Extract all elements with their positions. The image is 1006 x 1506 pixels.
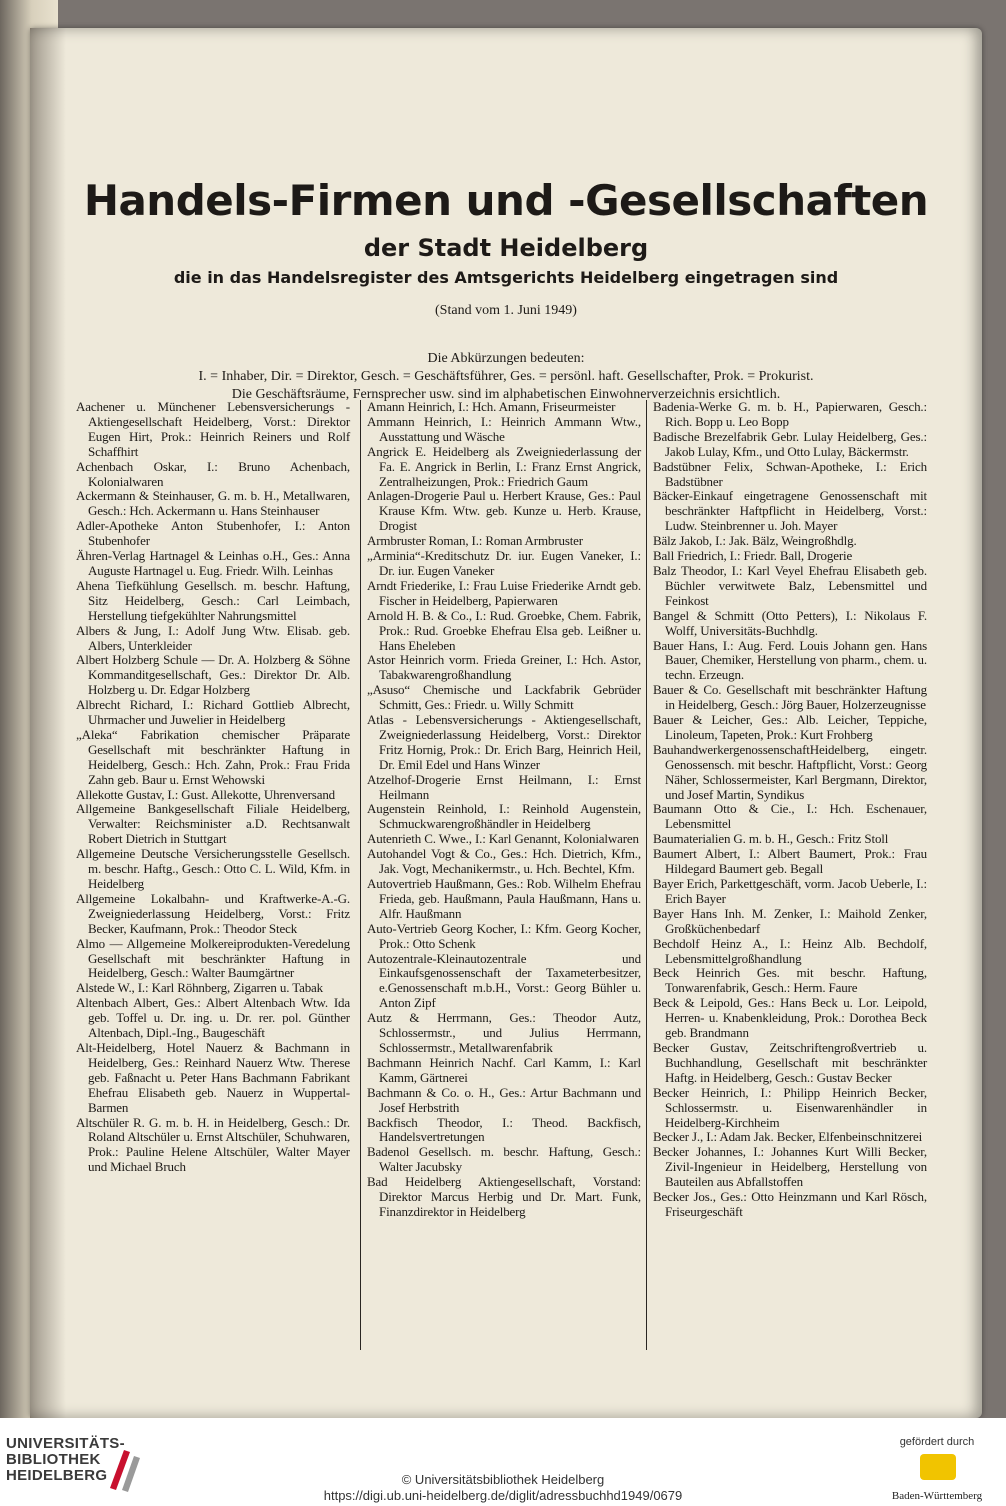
- register-entry: Astor Heinrich vorm. Frieda Greiner, I.: Hch. Astor, Tabakwarengroßhandlung: [367, 652, 641, 683]
- register-entry: Aachener u. Münchener Lebensversicherungs - Aktiengesellschaft Heidelberg, Vorst.: Direktor Eugen Hirt, Prok.: Heinrich Reiners und Rolf Schaffhirt: [76, 399, 350, 459]
- register-entry: Angrick E. Heidelberg als Zweigniederlassung der Fa. E. Angrick in Berlin, I.: Franz Ernst Angrick, Zentralheizungen, Prok.: Friedrich Gaum: [367, 443, 641, 489]
- register-entry: Bad Heidelberg Aktiengesellschaft, Vorstand: Direktor Marcus Herbig und Dr. Mart. Funk, Finanzdirektor in Heidelberg: [367, 1174, 641, 1219]
- date-stand: (Stand vom 1. Juni 1949): [435, 303, 577, 318]
- register-entry: Autovertrieb Haußmann, Ges.: Rob. Wilhelm Ehefrau Frieda, geb. Haußmann, Paula Haußmann, Hans u. Alfr. Haußmann: [367, 876, 641, 921]
- register-entry: Ähren-Verlag Hartnagel & Leinhas o.H., Ges.: Anna Auguste Hartnagel u. Eug. Friedr. Wilh. Leinhas: [76, 548, 350, 578]
- register-entry: Allekotte Gustav, I.: Gust. Allekotte, Uhrenversand: [76, 786, 336, 802]
- register-entry: Becker Heinrich, I.: Philipp Heinrich Becker, Schlossermstr. u. Eisenwarenhändler in Heidelberg-Kirchheim: [653, 1084, 927, 1130]
- abbreviations-heading: Die Abkürzungen bedeuten:: [427, 351, 585, 366]
- register-entry: Badenia-Werke G. m. b. H., Papierwaren, Gesch.: Rich. Bopp u. Leo Bopp: [653, 399, 927, 429]
- register-entry: Allgemeine Bankgesellschaft Filiale Heidelberg, Verwalter: Reichsminister a.D. Rechtsanwalt Robert Dietrich in Stuttgart: [76, 801, 350, 847]
- register-entry: Bechdolf Heinz A., I.: Heinz Alb. Bechdolf, Lebensmittelgroßhandlung: [653, 935, 927, 966]
- sponsor-block: [882, 1436, 992, 1502]
- register-entry: Bauer & Leicher, Ges.: Alb. Leicher, Teppiche, Linoleum, Tapeten, Prok.: Kurt Frohberg: [653, 712, 927, 742]
- register-entry: Altenbach Albert, Ges.: Albert Altenbach Wtw. Ida geb. Toffel u. Dr. ing. u. Dr. rer. pol. Günther Altenbach, Dipl.-Ing., Baugeschäft: [76, 995, 350, 1041]
- register-entry: Alt-Heidelberg, Hotel Nauerz & Bachmann in Heidelberg, Ges.: Reinhard Nauerz Wtw. Therese geb. Faßnacht u. Peter Hans Bachmann Fabrikant Ehefrau Elisabeth geb. Nauerz in Wuppertal-Barmen: [76, 1039, 350, 1115]
- register-entry: Beck Heinrich Ges. mit beschr. Haftung, Tonwarenfabrik, Gesch.: Herm. Faure: [653, 965, 927, 996]
- register-entry: Becker Johannes, I.: Johannes Kurt Willi Becker, Zivil-Ingenieur in Heidelberg, Herstellung von Bauteilen aus Abfallstoffen: [653, 1144, 927, 1190]
- abbreviations-line-1: I. = Inhaber, Dir. = Direktor, Gesch. = Geschäftsführer, Ges. = persönl. haft. Gesellschafter, Prok. = Prokurist.: [198, 369, 814, 384]
- register-entry: Balz Theodor, I.: Karl Veyel Ehefrau Elisabeth geb. Büchler verwitwete Balz, Lebensmittel und Feinkost: [653, 562, 927, 608]
- register-entry: Autenrieth C. Wwe., I.: Karl Genannt, Kolonialwaren: [367, 831, 639, 847]
- register-entry: Albers & Jung, I.: Adolf Jung Wtw. Elisab. geb. Albers, Unterkleider: [76, 622, 350, 653]
- register-entry: Becker Gustav, Zeitschriftengroßvertrieb u. Buchhandlung, Gesellschaft mit beschränkter Haftg. in Heidelberg, Gesch.: Gustav Becker: [653, 1039, 927, 1085]
- register-column-2: [360, 400, 641, 1350]
- sponsor-label: gefördert durch: [899, 1436, 975, 1448]
- register-entry: Amann Heinrich, I.: Hch. Amann, Friseurmeister: [367, 399, 616, 414]
- register-entry: Augenstein Reinhold, I.: Reinhold Augenstein, Schmuckwarengroßhändler in Heidelberg: [367, 801, 641, 832]
- register-entry: Arnold H. B. & Co., I.: Rud. Groebke, Chem. Fabrik, Prok.: Rud. Groebke Ehefrau Elsa geb. Leißner u. Hans Eheleben: [367, 607, 641, 653]
- library-name-line-3: HEIDELBERG: [6, 1467, 108, 1484]
- copyright-text: © Universitätsbibliothek Heidelberg: [401, 1472, 605, 1487]
- register-entry: Baumert Albert, I.: Albert Baumert, Prok.: Frau Hildegard Baumert geb. Begall: [653, 846, 927, 877]
- register-entry: Ball Friedrich, I.: Friedr. Ball, Drogerie: [653, 548, 853, 564]
- register-column-3: [646, 400, 927, 1350]
- register-entry: Autohandel Vogt & Co., Ges.: Hch. Dietrich, Kfm., Jak. Vogt, Mechanikermstr., u. Hch. Bechtel, Kfm.: [367, 846, 641, 877]
- register-entry: Allgemeine Deutsche Versicherungsstelle Gesellsch. m. beschr. Haftg., Gesch.: Otto C. L. Wild, Kfm. in Heidelberg: [76, 846, 350, 891]
- register-entry: Baumaterialien G. m. b. H., Gesch.: Fritz Stoll: [653, 831, 889, 847]
- register-entry: Bayer Erich, Parkettgeschäft, vorm. Jacob Ueberle, I.: Erich Bayer: [653, 876, 927, 906]
- page-subtitle-2: die in das Handelsregister des Amtsgerichts Heidelberg eingetragen sind: [173, 268, 839, 287]
- register-entry: Arndt Friederike, I.: Frau Luise Friederike Arndt geb. Fischer in Heidelberg, Papierwaren: [367, 577, 641, 608]
- source-url[interactable]: https://digi.ub.uni-heidelberg.de/diglit/adressbuchhd1949/0679: [323, 1488, 683, 1503]
- register-entry: Becker J., I.: Adam Jak. Becker, Elfenbeinschnitzerei: [653, 1129, 923, 1145]
- register-entry: Albrecht Richard, I.: Richard Gottlieb Albrecht, Uhrmacher und Juwelier in Heidelberg: [76, 697, 350, 728]
- register-entry: Becker Jos., Ges.: Otto Heinzmann und Karl Rösch, Friseurgeschäft: [653, 1189, 927, 1219]
- register-entry: Bauer Hans, I.: Aug. Ferd. Louis Johann gen. Hans Bauer, Chemiker, Herstellung von pharm., chem. u. techn. Erzeugn.: [653, 637, 927, 683]
- register-entry: Badstübner Felix, Schwan-Apotheke, I.: Erich Badstübner: [653, 458, 927, 489]
- page-title: Handels-Firmen und -Gesellschaften: [83, 176, 929, 225]
- abbreviations-line-2: Die Geschäftsräume, Fernsprecher usw. sind im alphabetischen Einwohnerverzeichnis ersichtlich.: [231, 387, 781, 402]
- register-entry: Bayer Hans Inh. M. Zenker, I.: Maihold Zenker, Großküchenbedarf: [653, 905, 927, 936]
- register-entry: Allgemeine Lokalbahn- und Kraftwerke-A.-G. Zweigniederlassung Heidelberg, Vorst.: Fritz Becker, Kaufmann, Prok.: Theodor Steck: [76, 890, 350, 936]
- register-entry: Baumann Otto & Cie., I.: Hch. Eschenauer, Lebensmittel: [653, 801, 927, 832]
- abbreviations-block: [30, 350, 982, 404]
- register-entry: Auto-Vertrieb Georg Kocher, I.: Kfm. Georg Kocher, Prok.: Otto Schenk: [367, 920, 641, 951]
- register-entry: Albert Holzberg Schule — Dr. A. Holzberg & Söhne Kommanditgesellschaft, Ges.: Direktor Dr. Alb. Holzberg u. Dr. Edgar Holzberg: [76, 652, 350, 698]
- register-entry: BauhandwerkergenossenschaftHeidelberg, eingetr. Genossensch. mit beschr. Haftpflicht, Vorst.: Georg Näher, Schlossermeister, Karl Bergmann, Direktor, und Josef Martin, Syndikus: [653, 741, 927, 802]
- register-entry: Bäcker-Einkauf eingetragene Genossenschaft mit beschränkter Haftpflicht in Heidelberg, Vorst.: Ludw. Steinbrenner u. Joh. Mayer: [653, 488, 927, 534]
- state-seal-icon: [920, 1454, 956, 1480]
- register-entry: Ahena Tiefkühlung Gesellsch. m. beschr. Haftung, Sitz Heidelberg, Gesch.: Carl Leimbach, Herstellung tiefgekühlter Nahrungsmittel: [76, 577, 350, 623]
- register-entry: Armbruster Roman, I.: Roman Armbruster: [367, 533, 583, 549]
- register-entry: Atzelhof-Drogerie Ernst Heilmann, I.: Ernst Heilmann: [367, 771, 641, 802]
- register-entry: Bälz Jakob, I.: Jak. Bälz, Weingroßhdlg.: [653, 533, 857, 549]
- register-entry: Bachmann & Co. o. H., Ges.: Artur Bachmann und Josef Herbstrith: [367, 1084, 641, 1115]
- register-entry: „Asuso“ Chemische und Lackfabrik Gebrüder Schmitt, Ges.: Friedr. u. Willy Schmitt: [367, 682, 641, 713]
- register-entry: Achenbach Oskar, I.: Bruno Achenbach, Kolonialwaren: [76, 458, 350, 489]
- footer: [0, 1418, 1006, 1506]
- register-entry: Anlagen-Drogerie Paul u. Herbert Krause, Ges.: Paul Krause Kfm. Wtw. geb. Kunze u. Herb. Krause, Drogist: [367, 488, 641, 534]
- register-column-1: [76, 400, 350, 1175]
- register-entry: Ammann Heinrich, I.: Heinrich Ammann Wtw., Ausstattung und Wäsche: [367, 413, 641, 444]
- register-entry: Alstede W., I.: Karl Röhnberg, Zigarren u. Tabak: [76, 980, 324, 996]
- register-entry: Bachmann Heinrich Nachf. Carl Kamm, I.: Karl Kamm, Gärtnerei: [367, 1054, 641, 1085]
- register-entry: Autozentrale-Kleinautozentrale und Einkaufsgenossenschaft der Taxameterbesitzer, e.Genossenschaft m.b.H., Vorst.: Georg Bühler u. Anton Zipf: [367, 950, 641, 1011]
- register-entry: Bangel & Schmitt (Otto Petters), I.: Nikolaus F. Wolff, Universitäts-Buchhdlg.: [653, 607, 927, 638]
- register-entry: „Arminia“-Kreditschutz Dr. iur. Eugen Vaneker, I.: Dr. iur. Eugen Vaneker: [367, 548, 641, 578]
- register-entry: Badische Brezelfabrik Gebr. Lulay Heidelberg, Ges.: Jakob Lulay, Kfm., und Otto Lulay, Bäckermstr.: [653, 428, 927, 459]
- register-entry: Almo — Allgemeine Molkereiprodukten-Veredelung Gesellschaft mit beschränkter Haftung in Heidelberg, Gesch.: Walter Baumgärtner: [76, 935, 350, 981]
- copyright-block: [0, 1472, 1006, 1504]
- document-page: [30, 28, 982, 1418]
- library-name-line-2: BIBLIOTHEK: [6, 1451, 101, 1468]
- register-entry: Beck & Leipold, Ges.: Hans Beck u. Lor. Leipold, Herren- u. Knabenkleidung, Prok.: Dorothea Beck geb. Brandmann: [653, 995, 927, 1041]
- register-entry: Atlas - Lebensversicherungs - Aktiengesellschaft, Zweigniederlassung Heidelberg, Vorst.: Direktor Fritz Hornig, Prok.: Dr. Erich Barg, Heinrich Heil, Dr. Emil Edel und Hans Winzer: [367, 712, 641, 772]
- register-entry: Badenol Gesellsch. m. beschr. Haftung, Gesch.: Walter Jacubsky: [367, 1144, 641, 1175]
- library-name-line-1: UNIVERSITÄTS-: [6, 1435, 125, 1452]
- register-entry: Altschüler R. G. m. b. H. in Heidelberg, Gesch.: Dr. Roland Altschüler u. Ernst Altschüler, Schuhwaren, Prok.: Pauline Helene Altschüler, Walter Mayer und Michael Bruch: [76, 1114, 350, 1175]
- register-columns: [76, 400, 950, 1360]
- register-entry: Backfisch Theodor, I.: Theod. Backfisch, Handelsvertretungen: [367, 1114, 641, 1145]
- register-entry: Bauer & Co. Gesellschaft mit beschränkter Haftung in Heidelberg, Gesch.: Jörg Bauer, Holzerzeugnisse: [653, 682, 927, 713]
- register-entry: Adler-Apotheke Anton Stubenhofer, I.: Anton Stubenhofer: [76, 518, 350, 549]
- register-entry: Autz & Herrmann, Ges.: Theodor Autz, Schlossermstr., und Julius Herrmann, Schlossermstr., Metallwarenfabrik: [367, 1010, 641, 1055]
- register-entry: „Aleka“ Fabrikation chemischer Präparate Gesellschaft mit beschränkter Haftung in Heidelberg, Gesch.: Hch. Zahn, Prok.: Frau Frida Zahn geb. Baur u. Ernst Wehowski: [76, 726, 350, 787]
- sponsor-name: Baden-Württemberg: [891, 1490, 983, 1502]
- register-entry: Ackermann & Steinhauser, G. m. b. H., Metallwaren, Gesch.: Hch. Ackermann u. Hans Steinhauser: [76, 488, 350, 519]
- page-subtitle: der Stadt Heidelberg: [363, 234, 649, 262]
